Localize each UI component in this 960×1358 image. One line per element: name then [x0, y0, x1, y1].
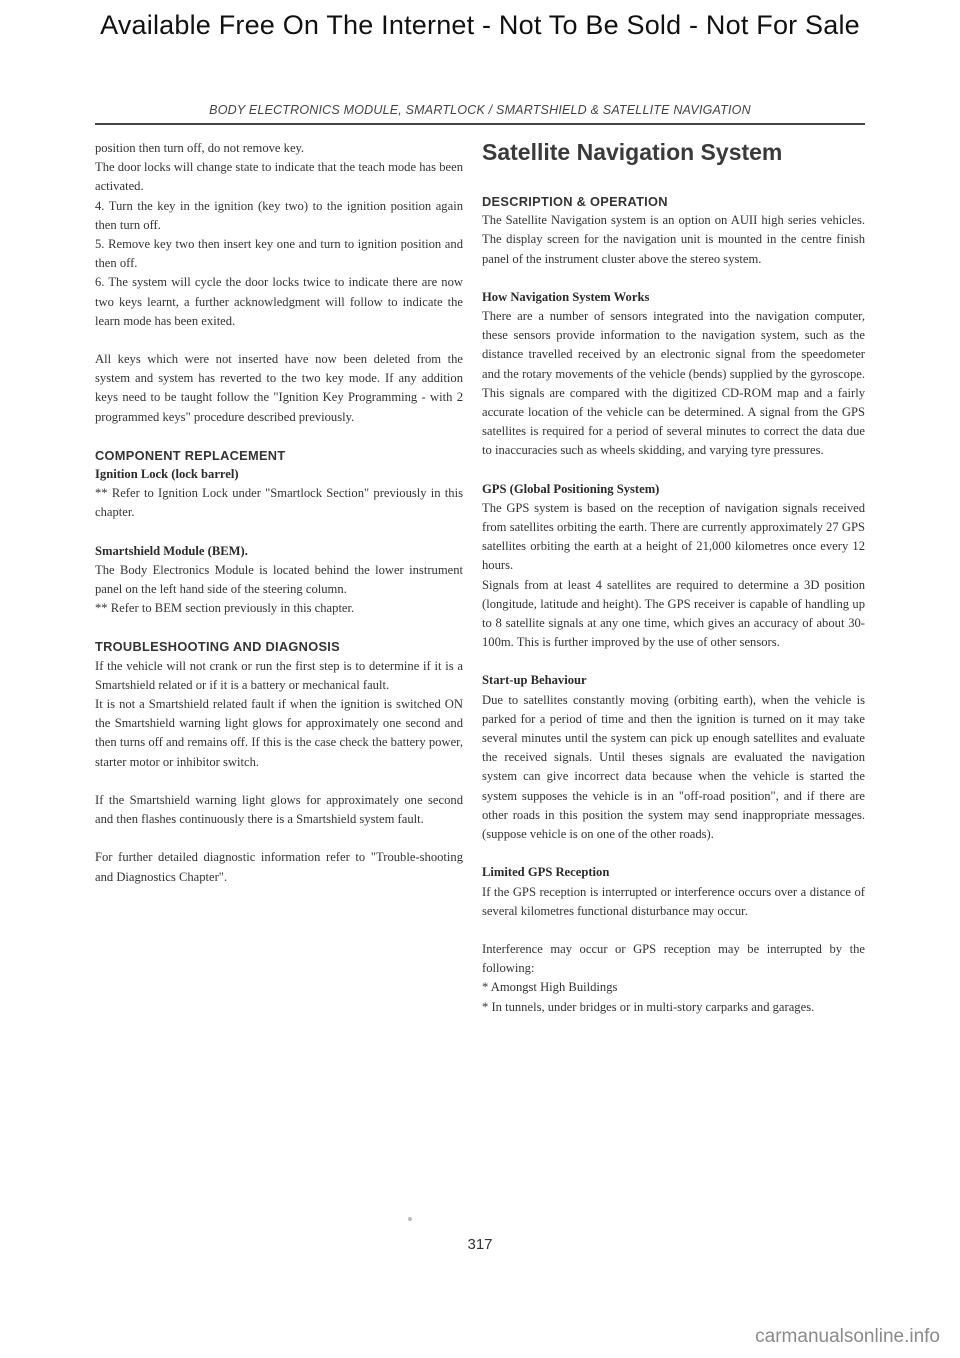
paragraph: The door locks will change state to indicate that the teach mode has been activated.	[95, 160, 463, 194]
paragraph: The GPS system is based on the reception of navigation signals received from satellites orbiting the earth. There are currently approximately 27 GPS satellites orbiting the earth at a height of 21,000 kilometres once every 12 hours.	[482, 500, 865, 573]
section-heading-description: DESCRIPTION & OPERATION	[482, 194, 668, 209]
paragraph: ** Refer to BEM section previously in this chapter.	[95, 601, 355, 616]
paragraph: 6. The system will cycle the door locks twice to indicate there are now two keys learnt, a further acknowledgment will follow to indicate the learn mode has been exited.	[95, 275, 463, 328]
paragraph: Interference may occur or GPS reception may be interrupted by the following:	[482, 941, 865, 976]
left-column	[95, 139, 463, 887]
paragraph: It is not a Smartshield related fault if when the ignition is switched ON the Smartshield warning light glows for approximately one second and then turns off and remains off. If this is the case check the battery power, starter motor or inhibitor switch.	[95, 697, 463, 769]
paragraph: position then turn off, do not remove key.	[95, 141, 305, 155]
paragraph: If the GPS reception is interrupted or interference occurs over a distance of several kilometres functional disturbance may occur.	[482, 884, 865, 918]
paragraph: Signals from at least 4 satellites are required to determine a 3D position (longitude, latitude and height). The GPS receiver is capable of handling up to 8 satellite signals at any one time, which gives an accuracy of about 30-100m. This is further improved by the use of other sensors.	[482, 577, 865, 650]
watermark: carmanualsonline.info	[755, 1326, 940, 1347]
subheading-how-navigation-works: How Navigation System Works	[482, 289, 650, 304]
paragraph: The Body Electronics Module is located behind the lower instrument panel on the left hand side of the steering column.	[95, 562, 463, 597]
scan-speck	[408, 1217, 412, 1221]
section-heading-component-replacement: COMPONENT REPLACEMENT	[95, 447, 286, 463]
list-item: * Amongst High Buildings	[482, 980, 618, 995]
paragraph: Due to satellites constantly moving (orbiting earth), when the vehicle is parked for a period of time and then the ignition is turned on it may take several minutes until the system can pick up enough satellites and evaluate the received signals. Until theses signals are evaluated the navigation system can give incorrect data because when the vehicle is started the system supposes the vehicle is in an "off-road position", and if there are other roads in this position the system may send inappropriate messages. (suppose vehicle is on one of the other roads).	[482, 692, 865, 842]
page-number: 317	[467, 1236, 493, 1253]
subheading-gps: GPS (Global Positioning System)	[482, 481, 660, 496]
subheading-startup-behaviour: Start-up Behaviour	[482, 673, 587, 688]
paragraph: ** Refer to Ignition Lock under "Smartlock Section" previously in this chapter.	[95, 486, 463, 520]
header-rule	[95, 123, 865, 125]
subheading-smartshield-module: Smartshield Module (BEM).	[95, 543, 248, 558]
subheading-limited-gps: Limited GPS Reception	[482, 865, 610, 880]
paragraph: 4. Turn the key in the ignition (key two) to the ignition position again then turn off.	[95, 198, 463, 232]
paragraph: 5. Remove key two then insert key one and turn to ignition position and then off.	[95, 237, 463, 271]
subheading-ignition-lock: Ignition Lock (lock barrel)	[95, 467, 239, 482]
paragraph: If the Smartshield warning light glows for approximately one second and then flashes continuously there is a Smartshield system fault.	[95, 792, 463, 827]
page-title: Satellite Navigation System	[482, 139, 783, 165]
distribution-banner: Available Free On The Internet - Not To Be Sold - Not For Sale	[100, 10, 860, 40]
paragraph: There are a number of sensors integrated into the navigation computer, these sensors provide information to the navigation system, such as the distance travelled received by an electronic signal from the speedometer and the rotary movements of the vehicle (bends) supplied by the gyroscope. This signals are compared with the digitized CD-ROM map and a fairly accurate location of the vehicle can be determined. A signal from the GPS satellites is required for a period of several minutes to correct the data due to inaccuracies such as wheels skidding, and varying tyre pressures.	[482, 309, 865, 458]
running-head: BODY ELECTRONICS MODULE, SMARTLOCK / SMARTSHIELD & SATELLITE NAVIGATION	[209, 103, 751, 117]
paragraph: The Satellite Navigation system is an option on AUII high series vehicles. The display screen for the navigation unit is mounted in the centre finish panel of the instrument cluster above the stereo system.	[482, 213, 865, 266]
right-column	[482, 139, 865, 1017]
paragraph: If the vehicle will not crank or run the first step is to determine if it is a Smartshield related or if it is a battery or mechanical fault.	[95, 658, 463, 692]
paragraph: For further detailed diagnostic information refer to "Trouble-shooting and Diagnostics Chapter".	[95, 850, 463, 884]
section-heading-troubleshooting: TROUBLESHOOTING AND DIAGNOSIS	[95, 639, 340, 655]
paragraph: All keys which were not inserted have now been deleted from the system and system has reverted to the two key mode. If any addition keys need to be taught follow the "Ignition Key Programming - with 2 programmed keys" procedure described previously.	[95, 352, 463, 424]
list-item: * In tunnels, under bridges or in multi-story carparks and garages.	[482, 999, 815, 1014]
